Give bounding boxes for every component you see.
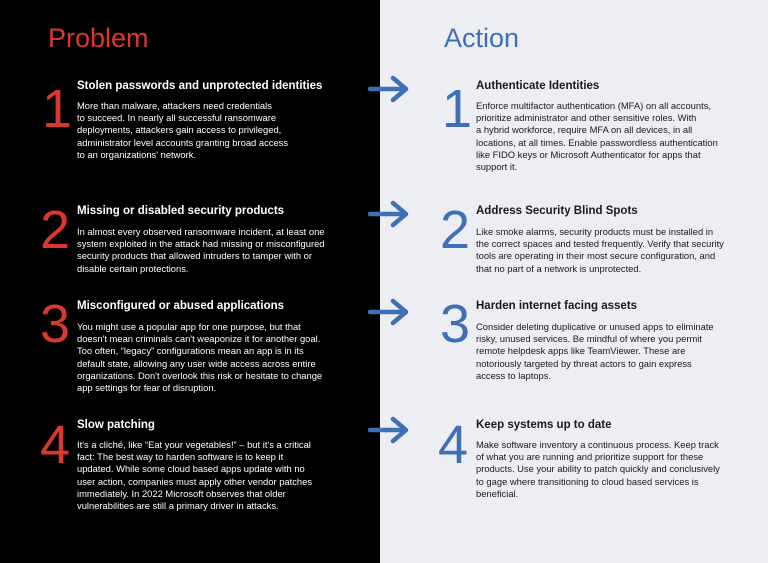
action-panel — [380, 0, 768, 563]
problem-number: 4 — [40, 415, 71, 475]
action-number: 1 — [442, 79, 473, 139]
problem-heading: Stolen passwords and unprotected identities — [77, 80, 323, 92]
action-body: Enforce multifactor authentication (MFA) on all accounts, prioritize administrator and other sensitive roles. With a hybrid workforce, require MFA on all devices, in all locations, at all times. Enable passwordless authentication like FIDO keys or Microsoft Authenticator for apps that support it. — [476, 100, 718, 173]
arrow-right-icon — [367, 199, 411, 229]
problem-number: 3 — [40, 294, 71, 354]
action-heading: Harden internet facing assets — [476, 300, 638, 312]
action-number: 2 — [440, 200, 471, 260]
arrow-right-icon — [367, 74, 411, 104]
action-heading: Address Security Blind Spots — [476, 205, 638, 217]
problem-body: You might use a popular app for one purpose, but that doesn't mean criminals can't weaponize it for another goal. Too often, “legacy” configurations mean an app is in its default state, allowing any user wide access across entire organizations. Don't overlook this risk or hesitate to change app settings for fear of disruption. — [77, 321, 323, 394]
problem-title: Problem — [48, 23, 149, 53]
action-heading: Authenticate Identities — [476, 80, 600, 92]
problem-body: It's a cliché, like “Eat your vegetables!” – but it's a critical fact: The best way to harden software is to keep it updated. While some cloud based apps update with no user action, companies must apply other vendor patches immediately. In 2022 Microsoft observes that older vulnerabilities are still a primary driver in attacks. — [77, 439, 313, 512]
problem-heading: Missing or disabled security products — [77, 205, 285, 217]
action-body: Like smoke alarms, security products must be installed in the correct spaces and tested frequently. Verify that security tools are operating in their most secure configuration, and that no part of a network is unprotected. — [476, 226, 724, 274]
action-number: 3 — [440, 294, 471, 354]
action-number: 4 — [438, 415, 469, 475]
problem-number: 2 — [40, 200, 71, 260]
problem-heading: Slow patching — [77, 419, 155, 431]
arrow-right-icon — [367, 297, 411, 327]
problem-panel — [0, 0, 380, 563]
action-body: Make software inventory a continuous process. Keep track of what you are running and prioritize support for these products. Use your ability to patch quickly and conclusively to gage where transitioning to cloud based services is beneficial. — [476, 439, 720, 499]
problem-number: 1 — [42, 79, 73, 139]
problem-heading: Misconfigured or abused applications — [77, 300, 285, 312]
problem-body: In almost every observed ransomware incident, at least one system exploited in the attack had missing or misconfigured security products that allowed intruders to tamper with or disable certain protections. — [77, 226, 325, 274]
arrow-right-icon — [367, 415, 411, 445]
action-heading: Keep systems up to date — [476, 419, 612, 431]
problem-body: More than malware, attackers need credentials to succeed. In nearly all successful ransomware deployments, attackers gain access to privileged, administrator level accounts granting broad access to an organizations' network. — [77, 100, 289, 160]
action-body: Consider deleting duplicative or unused apps to eliminate risky, unused services. Be mindful of where you permit remote helpdesk apps like TeamViewer. These are notoriously targeted by threat actors to gain express access to laptops. — [476, 321, 714, 381]
action-title: Action — [444, 23, 520, 53]
